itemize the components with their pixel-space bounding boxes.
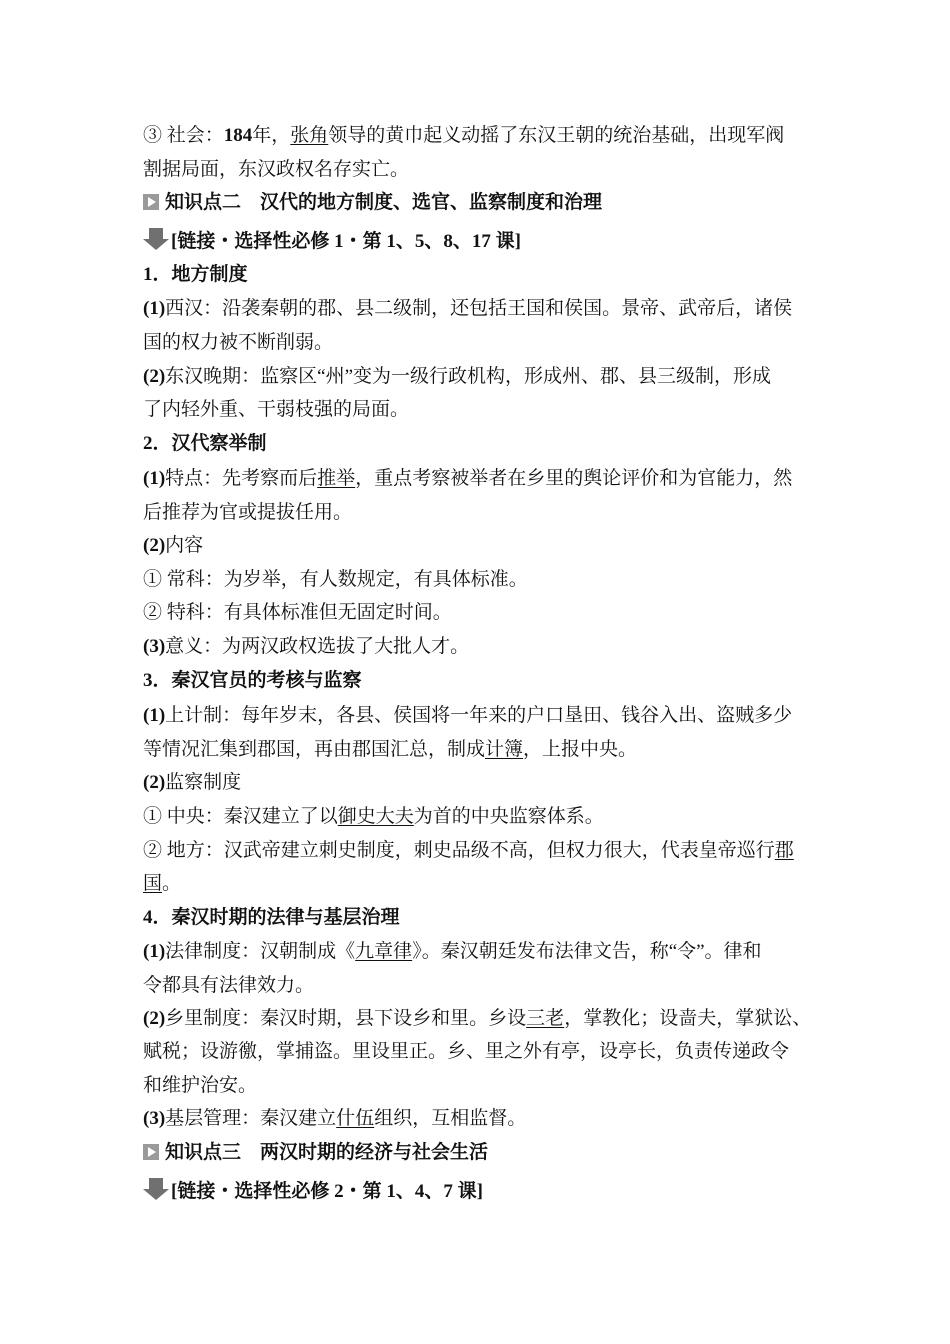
text-segment: 东汉晚期：监察区“州”变为一级行政机构，形成州、郡、县三级制，形成 [165,366,772,387]
text-line [143,771,241,795]
text-segment: ，重点考察被举者在乡里的舆论评价和为官能力，然 [355,468,793,489]
underlined-keyword: 张角 [290,125,329,146]
text-segment: [链接・选择性必修 2・第 1、4、7 课] [171,1181,483,1202]
text-line [143,1074,257,1098]
text-segment: 意义：为两汉政权选拔了大批人才。 [165,636,470,657]
section-heading [143,1178,483,1204]
down-arrow-icon [143,1178,169,1200]
text-line [143,501,352,525]
text-line [143,365,771,389]
text-segment: 令都具有法律效力。 [143,975,315,996]
text-line [143,906,400,930]
text-segment: ① 常科：为岁举，有人数规定，有具体标准。 [143,569,528,590]
section-heading [143,228,521,254]
underlined-keyword: 什伍 [336,1108,375,1129]
text-segment: (3) [143,636,166,657]
text-line [143,1007,811,1031]
text-segment: 割据局面，东汉政权名存实亡。 [143,159,410,180]
text-line [143,331,333,355]
text-segment: ② 特科：有具体标准但无固定时间。 [143,602,452,623]
text-segment: 4．秦汉时期的法律与基层治理 [143,907,400,928]
text-segment: 西汉：沿袭秦朝的郡、县二级制，还包括王国和侯国。景帝、武帝后，诸侯 [165,298,793,319]
text-line [143,704,792,728]
text-segment: 等情况汇集到郡国，再由郡国汇总，制成 [143,739,486,760]
text-segment: ② 地方：汉武帝建立刺史制度，刺史品级不高，但权力很大，代表皇帝巡行 [143,840,775,861]
text-segment: 领导的黄巾起义动摇了东汉王朝的统治基础，出现军阀 [328,125,785,146]
underlined-keyword: 郡 [774,840,794,861]
text-segment: 》。秦汉朝廷发布法律文告，称“令”。律和 [412,941,762,962]
text-line [143,635,469,659]
text-segment: 2．汉代察举制 [143,433,267,454]
text-segment: 年， [252,125,291,146]
underlined-keyword: 国 [143,873,163,894]
text-segment: 后推荐为官或提拔任用。 [143,502,353,523]
underlined-keyword: 计簿 [485,739,524,760]
text-segment: ，掌教化；设啬夫，掌狱讼、 [564,1008,812,1029]
text-line [143,1040,789,1064]
text-segment: 。 [162,873,182,894]
text-line [143,974,314,998]
text-segment: 了内轻外重、干弱枝强的局面。 [143,399,410,420]
text-line [143,805,604,829]
underlined-keyword: 推举 [317,468,356,489]
text-line [143,398,409,422]
underlined-keyword: 御史大夫 [337,806,414,827]
underlined-keyword: 九章律 [355,941,413,962]
text-segment: 和维护治安。 [143,1075,258,1096]
text-segment: 赋税；设游徼，掌捕盗。里设里正。乡、里之外有亭，设亭长，负责传递政令 [143,1041,790,1062]
underlined-keyword: 三老 [526,1008,565,1029]
text-segment: 国的权力被不断削弱。 [143,332,334,353]
text-line [143,297,792,321]
text-line [143,738,637,762]
text-segment: ① 中央：秦汉建立了以 [143,806,338,827]
text-line [143,158,409,182]
text-line [143,124,784,148]
text-line [143,872,181,896]
text-line [143,669,362,693]
text-line [143,601,452,625]
text-segment: (2) [143,366,166,387]
text-segment: 知识点三 两汉时期的经济与社会生活 [165,1142,489,1163]
text-segment: 内容 [165,535,204,556]
text-segment: (2) [143,1008,166,1029]
text-segment: 组织，互相监督。 [374,1108,527,1129]
text-segment: (1) [143,705,166,726]
text-line [143,534,203,558]
play-triangle-icon [143,1144,159,1160]
text-segment: (2) [143,772,166,793]
text-line [143,839,794,863]
text-segment: 3．秦汉官员的考核与监察 [143,670,362,691]
text-segment: 乡里制度：秦汉时期，县下设乡和里。乡设 [165,1008,527,1029]
text-segment: 监察制度 [165,772,242,793]
text-line [143,568,528,592]
text-line [143,1107,526,1131]
text-segment: 特点：先考察而后 [165,468,318,489]
text-segment: (2) [143,535,166,556]
play-triangle-icon [143,194,159,210]
text-segment: 为首的中央监察体系。 [413,806,604,827]
text-segment: (3) [143,1108,166,1129]
text-line [143,263,248,287]
text-segment: ，上报中央。 [523,739,638,760]
text-segment: 基层管理：秦汉建立 [165,1108,337,1129]
down-arrow-icon [143,228,169,250]
section-heading [143,191,602,215]
text-line [143,467,792,491]
text-segment: 1．地方制度 [143,264,248,285]
text-segment: [链接・选择性必修 1・第 1、5、8、17 课] [171,231,521,252]
text-segment: (1) [143,941,166,962]
text-segment: (1) [143,468,166,489]
text-line [143,940,762,964]
section-heading [143,1141,488,1165]
text-segment: 184 [223,125,253,146]
text-segment: ③ 社会： [143,125,224,146]
text-segment: 上计制：每年岁末，各县、侯国将一年来的户口垦田、钱谷入出、盗贼多少 [165,705,793,726]
text-segment: 法律制度：汉朝制成《 [165,941,356,962]
text-segment: 知识点二 汉代的地方制度、选官、监察制度和治理 [165,192,603,213]
text-segment: (1) [143,298,166,319]
text-line [143,432,267,456]
